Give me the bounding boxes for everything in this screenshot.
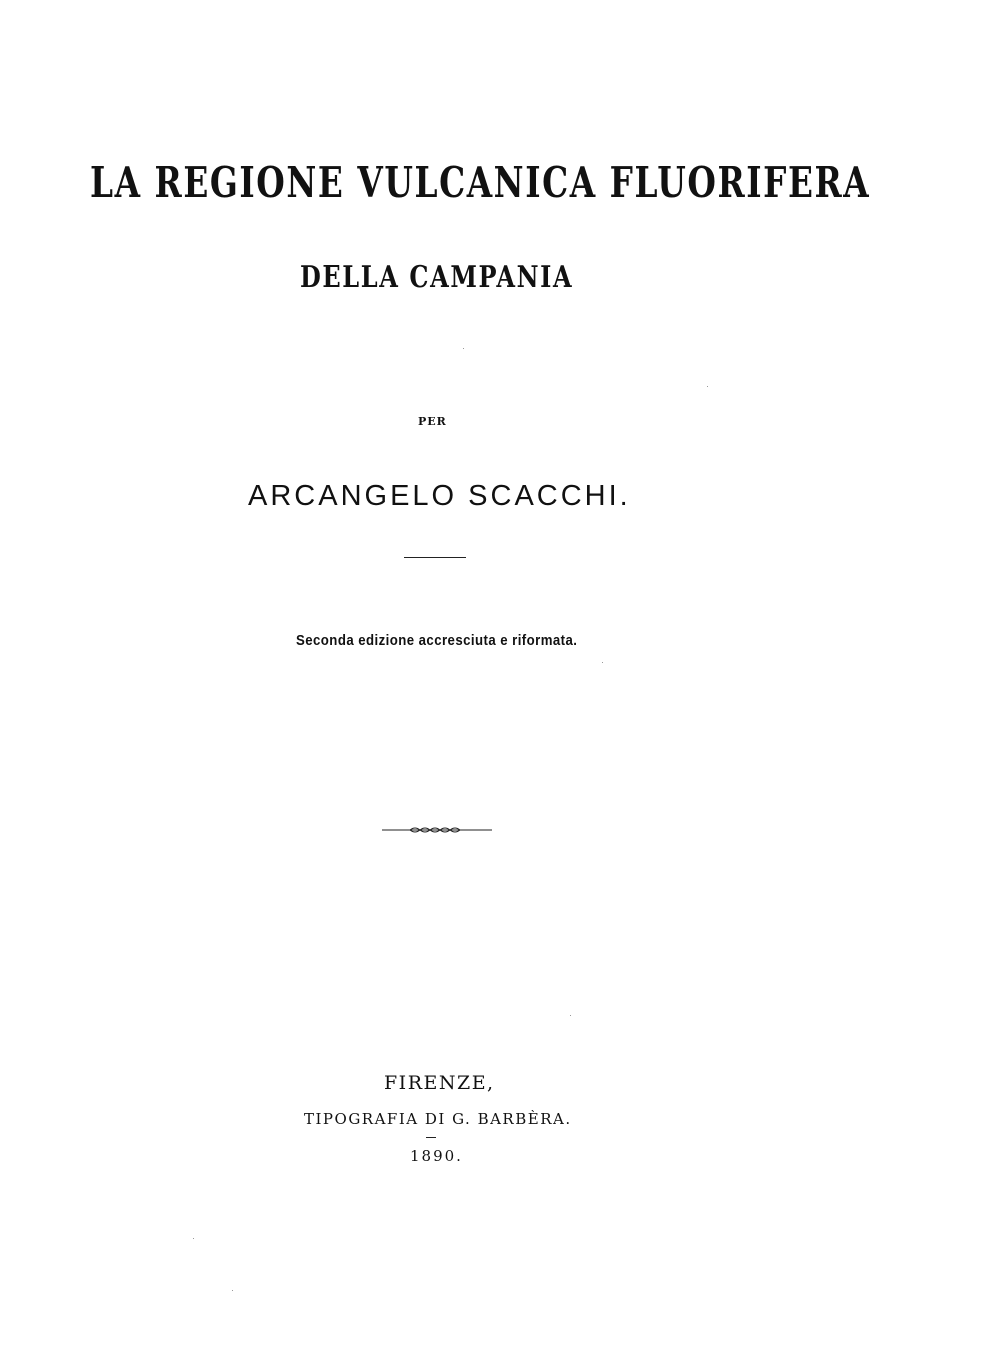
imprint-dash-divider bbox=[426, 1137, 436, 1138]
edition-statement: Seconda edizione accresciuta e riformata. bbox=[296, 632, 578, 649]
paper-speck bbox=[707, 386, 708, 387]
book-subtitle: DELLA CAMPANIA bbox=[300, 260, 574, 295]
short-rule-divider bbox=[404, 557, 466, 558]
paper-speck bbox=[570, 1015, 571, 1016]
paper-speck bbox=[193, 1238, 194, 1239]
imprint-city: FIRENZE, bbox=[384, 1072, 495, 1094]
paper-speck bbox=[232, 1290, 233, 1291]
paper-speck bbox=[463, 348, 464, 349]
author-name: ARCANGELO SCACCHI. bbox=[248, 480, 631, 512]
paper-speck bbox=[602, 662, 603, 663]
byline-per: PER bbox=[418, 415, 447, 428]
book-title: LA REGIONE VULCANICA FLUORIFERA bbox=[90, 158, 871, 207]
imprint-year: 1890. bbox=[410, 1147, 463, 1165]
ornamental-rule bbox=[382, 822, 492, 838]
imprint-printer: TIPOGRAFIA DI G. BARBÈRA. bbox=[304, 1110, 572, 1128]
